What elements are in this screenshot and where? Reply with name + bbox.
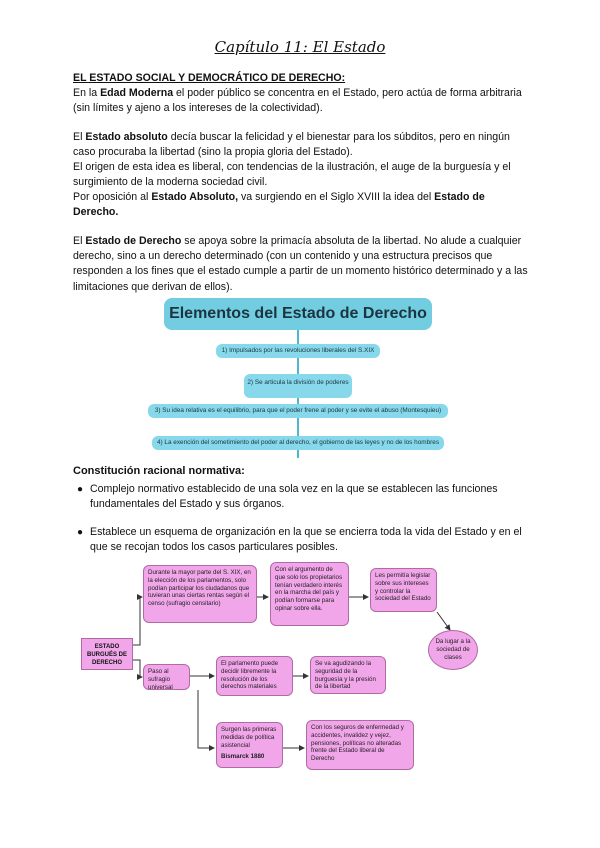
elementos-item-1: 1) Impulsados por las revoluciones liberales del S.XIX (216, 344, 380, 358)
elementos-diagram-title: Elementos del Estado de Derecho (164, 298, 432, 330)
flow-box-parlamento: El parlamento puede decidir libremente la resolución de los derechos materiales (216, 656, 293, 696)
paragraph-origen: El origen de esta idea es liberal, con tendencias de la ilustración, el auge de la burguesía y el surgimiento de la moderna sociedad civil. (73, 161, 511, 189)
flow-circle-sociedad-de-clases: Da lugar a la sociedad de clases (428, 630, 478, 670)
flow-root-estado-burgues: ESTADO BURGUÉS DE DERECHO (81, 638, 133, 670)
bold-text: Estado de Derecho. (73, 191, 485, 219)
flow-box-legislar-intereses: Les permitía legislar sobre sus intereses y controlar la sociedad del Estado (370, 568, 437, 612)
elementos-item-3: 3) Su idea relativa es el equilibrio, para que el poder frene al poder y se evite el abuso (Montesquieu) (148, 404, 448, 418)
bullet-text: Complejo normativo establecido de una sola vez en la que se establecen las funciones fundamentales del Estado y sus órganos. (90, 483, 498, 511)
text: decía buscar la felicidad y el bienestar para los súbditos, pero en ningún caso procuraba la libertad (sino la propia gloria del Estado). (73, 131, 510, 159)
bismarck-label: Bismarck 1880 (221, 753, 265, 761)
flow-box-sufragio-universal: Paso al sufragio universal (143, 664, 190, 690)
arrow-c-to-circle (437, 612, 450, 630)
arrow-d-to-g (198, 690, 214, 748)
text: El (73, 131, 86, 143)
bullet-text: Establece un esquema de organización en la que se encierra toda la vida del Estado y en el que se recojan todos los casos particulares posibles. (90, 526, 522, 554)
bullet-dot-icon: ● (77, 527, 84, 538)
flow-box-sufragio-censitario: Durante la mayor parte del S. XIX, en la elección de los parlamentos, solo podían participar los ciudadanos que tuvieran unas ciertas rentas según el censo (sufragio censitario) (143, 565, 257, 623)
heading-text: EL ESTADO SOCIAL Y DEMOCRÁTICO DE DERECHO: (73, 72, 346, 84)
bold-text: Estado de Derecho (85, 235, 182, 247)
flow-box-seguros: Con los seguros de enfermedad y accidentes, invalidez y vejez, pensiones, políticas no alteradas frente del Estado liberal de Derecho (306, 720, 414, 770)
flow-box-politica-asistencial (216, 722, 283, 768)
text: En la (73, 87, 101, 99)
elementos-item-4: 4) La exención del sometimiento del poder al derecho, el gobierno de las leyes y no de los hombres (152, 436, 444, 450)
flow-box-argumento-propietarios: Con el argumento de que solo los propietarios tenían verdadero interés en la marcha del país y podían formarse para opinar sobre ella. (270, 562, 349, 626)
page-title: Capítulo 11: El Estado (214, 38, 386, 56)
elementos-item-2: 2) Se articula la división de poderes (244, 374, 352, 398)
text: Surgen las primeras medidas de política asistencial (221, 726, 277, 749)
bold-text: Estado absoluto (85, 131, 168, 143)
section-heading-constitucion: Constitución racional normativa: (73, 465, 245, 477)
bullet-dot-icon: ● (77, 484, 84, 495)
text: va surgiendo en el Siglo XVIII la idea del (238, 191, 435, 203)
text: el poder público se concentra en el Estado, pero actúa de forma arbitraria (sin límites y ajeno a los intereses de la colectividad). (73, 87, 522, 115)
text: Por oposición al (73, 191, 152, 203)
bold-text: Edad Moderna (100, 87, 174, 99)
arrow-root-to-a (133, 597, 142, 645)
text: El (73, 235, 86, 247)
arrow-root-to-d (133, 660, 142, 677)
flow-box-seguridad-burguesia: Se va agudizando la seguridad de la burguesía y la presión de la libertad (310, 656, 386, 694)
bold-text: Estado Absoluto, (151, 191, 239, 203)
text: se apoya sobre la primacía absoluta de la libertad. No alude a cualquier derecho, sino a un derecho determinado (con un contenido y una estructura precisos que responden a los fines que el estado cumple a partir de un momento histórico determinado y a las limitaciones que derivan de ellos). (73, 235, 528, 293)
